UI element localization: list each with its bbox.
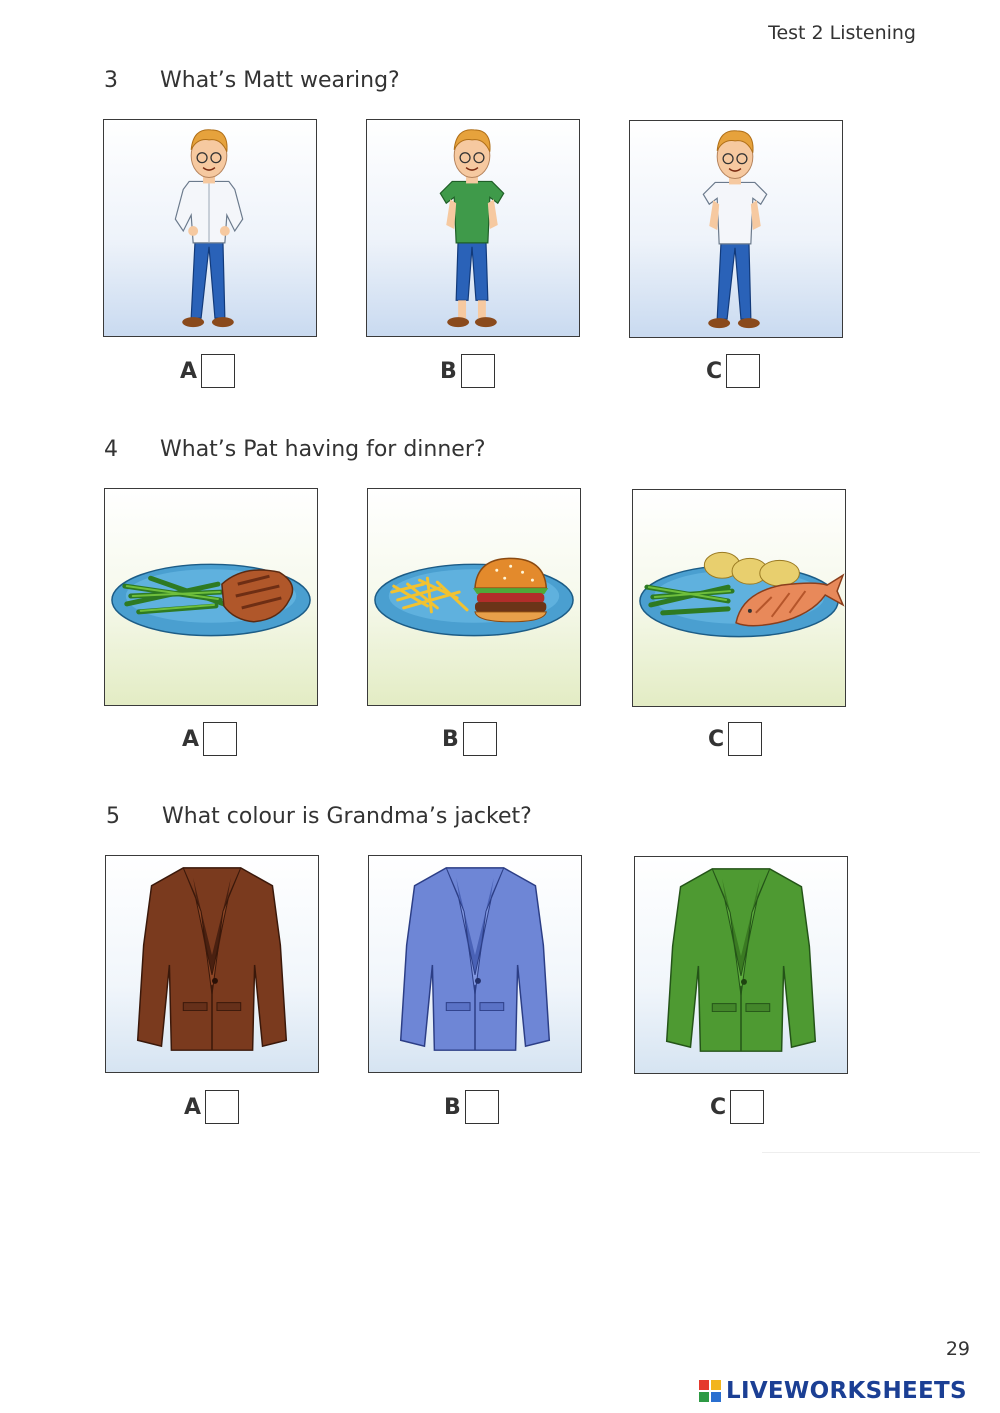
blue-jacket-image [369,856,581,1072]
answer-checkbox-4c[interactable] [728,722,762,756]
option-3c [706,354,760,388]
header-section-label: Test 2 Listening [768,22,916,44]
answer-checkbox-3a[interactable] [201,354,235,388]
answer-checkbox-4b[interactable] [463,722,497,756]
option-5b-picture [368,855,582,1073]
option-4a [182,722,237,756]
option-5c-picture [634,856,848,1074]
option-4a-picture [104,488,318,706]
option-4c [708,722,762,756]
question-5-number: 5 [106,804,120,829]
option-3a [180,354,235,388]
option-3c-picture [629,120,843,338]
answer-checkbox-3c[interactable] [726,354,760,388]
boy-white-shirt-image [104,120,316,336]
option-3b-picture [366,119,580,337]
answer-checkbox-4a[interactable] [203,722,237,756]
option-letter: C [710,1094,727,1120]
answer-checkbox-5c[interactable] [730,1090,764,1124]
page-number: 29 [945,1338,970,1360]
beans-steak-image [105,489,317,705]
option-letter: B [442,726,459,752]
question-3-text: What’s Matt wearing? [160,68,400,93]
chips-burger-image [368,489,580,705]
answer-checkbox-5a[interactable] [205,1090,239,1124]
question-4-number: 4 [104,437,118,462]
boy-white-tshirt-image [630,121,842,337]
option-letter: B [440,358,457,384]
watermark-text: LIVEWORKSHEETS [726,1378,967,1404]
option-3a-picture [103,119,317,337]
option-5b [444,1090,499,1124]
answer-checkbox-3b[interactable] [461,354,495,388]
option-4b [442,722,497,756]
answer-checkbox-5b[interactable] [465,1090,499,1124]
option-4c-picture [632,489,846,707]
liveworksheets-watermark [698,1378,967,1404]
option-5c [710,1090,764,1124]
question-4-text: What’s Pat having for dinner? [160,437,486,462]
beans-potatoes-fish-image [633,490,845,706]
option-letter: A [184,1094,202,1120]
option-letter: A [182,726,200,752]
option-letter: B [444,1094,461,1120]
option-letter: A [180,358,198,384]
option-letter: C [706,358,723,384]
option-3b [440,354,495,388]
faint-divider [762,1152,980,1153]
option-5a-picture [105,855,319,1073]
option-letter: C [708,726,725,752]
boy-green-tshirt-image [367,120,579,336]
liveworksheets-logo-icon [698,1379,722,1403]
option-5a [184,1090,239,1124]
green-jacket-image [635,857,847,1073]
question-3-number: 3 [104,68,118,93]
question-5-text: What colour is Grandma’s jacket? [162,804,532,829]
option-4b-picture [367,488,581,706]
brown-jacket-image [106,856,318,1072]
